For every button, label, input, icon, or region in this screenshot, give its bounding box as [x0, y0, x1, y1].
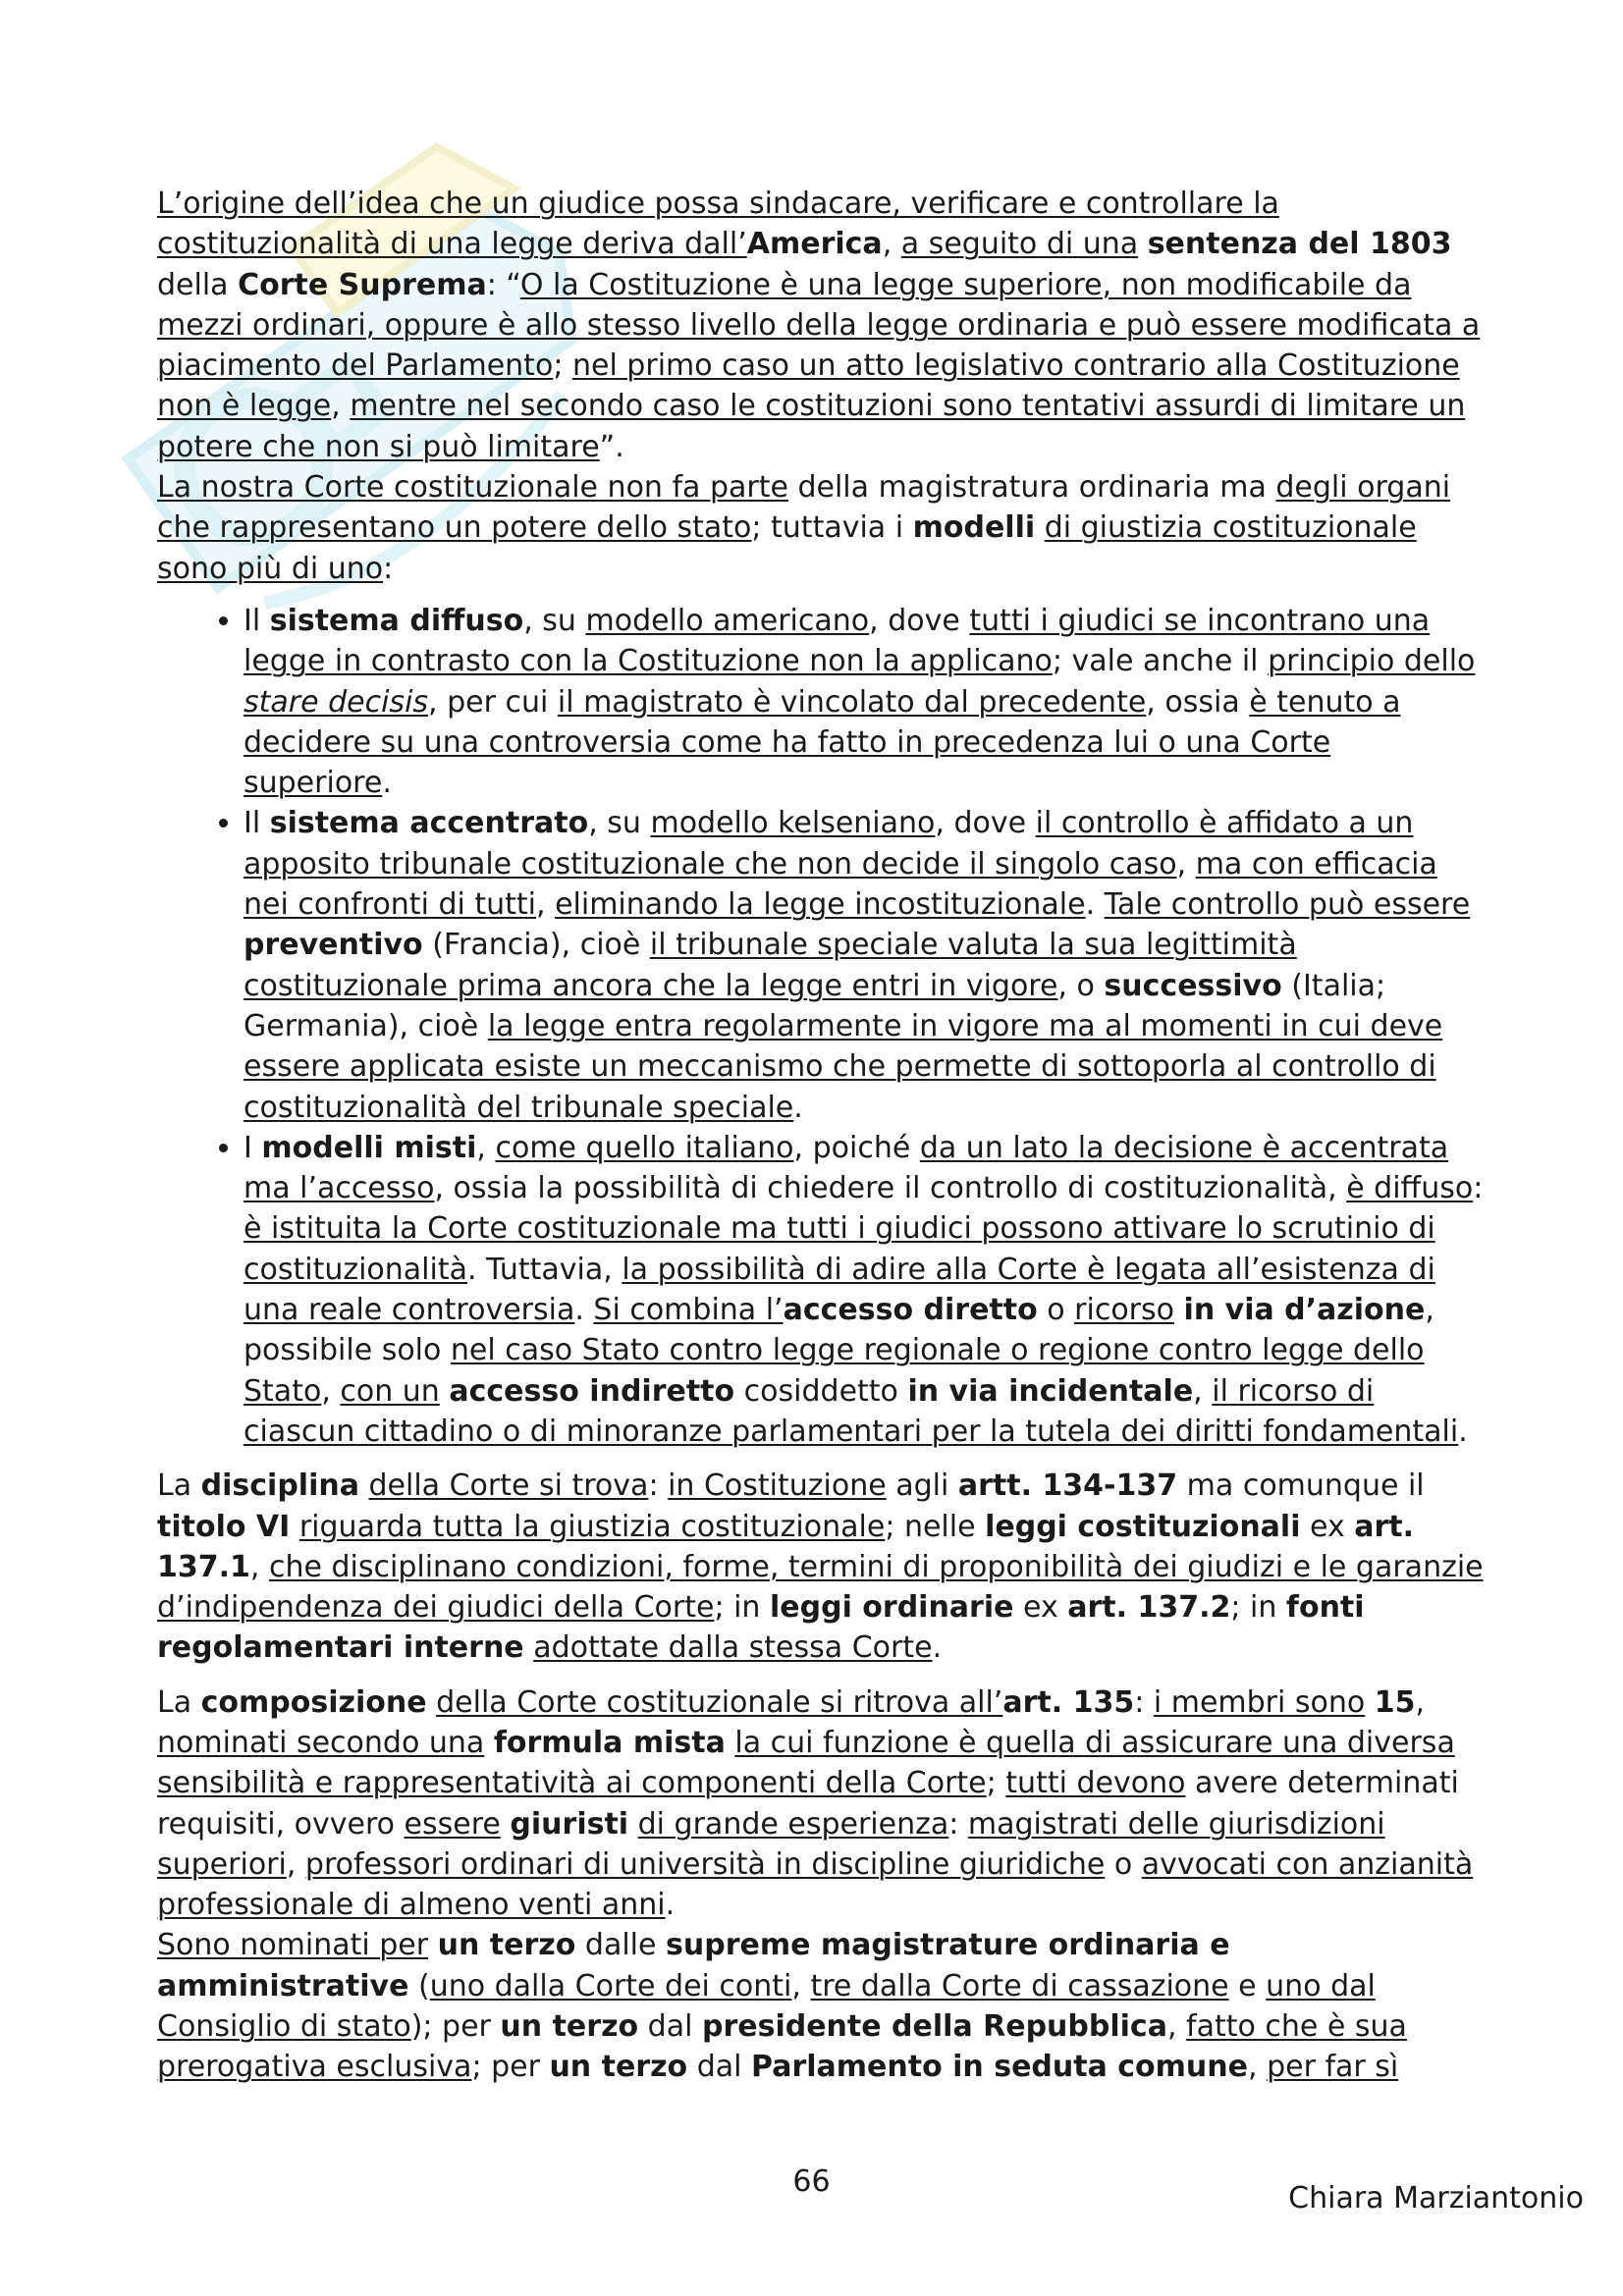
underlined-text: modello kelseniano — [650, 806, 936, 841]
underlined-text: avvocati con anzianità professionale di almeno venti anni — [157, 1846, 1474, 1923]
underlined-text: eliminando la legge incostituzionale — [555, 887, 1086, 923]
underlined-text: la possibilità di adire alla Corte è legata all’esistenza di una reale controversia — [243, 1252, 1435, 1328]
text-run: , ossia la possibilità di chiedere il controllo di costituzionalità, — [434, 1171, 1347, 1206]
text-run: , — [1166, 2009, 1187, 2045]
text-run: . — [1085, 887, 1105, 923]
text-run: . — [382, 766, 392, 801]
underlined-text: mentre nel secondo caso le costituzioni sono tentativi assurdi di limitare un potere che non si può limitare — [157, 389, 1466, 464]
text-run: La — [157, 1468, 201, 1504]
text-run: ; tuttavia i — [751, 510, 913, 546]
page-number: 66 — [792, 2164, 831, 2199]
text-run: ); per — [410, 2009, 501, 2045]
paragraph-corte — [157, 467, 1488, 589]
underlined-text: nel primo caso un atto legislativo contrario alla Costituzione non è legge — [157, 348, 1460, 424]
text-run — [428, 1928, 438, 1962]
text-run: . — [665, 1888, 676, 1923]
text-run: : — [1134, 1684, 1154, 1720]
underlined-text: nominati secondo una — [157, 1725, 485, 1760]
text-run — [1365, 1685, 1375, 1720]
underlined-text: il magistrato è vincolato dal precedente — [557, 684, 1147, 720]
text-run — [628, 1807, 638, 1842]
underlined-text: da un lato la decisione è accentrata ma l’accesso — [243, 1130, 1449, 1206]
text-run: o — [1037, 1293, 1075, 1328]
underlined-text: magistrati delle giurisdizioni superiori — [157, 1806, 1385, 1882]
underlined-text: modello americano — [585, 603, 870, 638]
underlined-text: riguarda tutta la giustizia costituzionale — [298, 1509, 886, 1544]
text-run: I — [243, 1130, 262, 1165]
text-run: , su — [523, 603, 586, 638]
underlined-text: adottate dalla stessa Corte — [533, 1630, 933, 1666]
text-run: , — [1193, 1373, 1213, 1409]
bold-term: un terzo — [549, 2050, 688, 2085]
underlined-text: è istituita la Corte costituzionale ma tutti i giudici possono attivare lo scrutinio di costituzionalità — [243, 1211, 1435, 1287]
underlined-text: per far sì — [1267, 2050, 1399, 2085]
text-run: : — [383, 551, 394, 586]
text-run: o — [1105, 1846, 1142, 1882]
text-run — [290, 1510, 299, 1544]
document-body — [157, 184, 1488, 2088]
underlined-text: nel caso Stato contro legge regionale o regione contro legge dello Stato — [243, 1333, 1425, 1409]
underlined-text: con un — [340, 1373, 440, 1409]
models-list — [157, 601, 1488, 1452]
text-run: . — [1458, 1414, 1468, 1449]
text-run: ; per — [471, 2050, 550, 2085]
underlined-text: il tribunale speciale valuta la sua legittimità costituzionale prima ancora che la legge entri in vigore — [243, 928, 1297, 1003]
bold-term: leggi costituzionali — [985, 1509, 1301, 1544]
bold-term: art. 137.1 — [157, 1509, 1415, 1584]
text-run: , — [476, 1130, 496, 1165]
text-run: ; vale anche il — [1052, 644, 1269, 679]
underlined-text: la cui funzione è quella di assicurare una diversa sensibilità e rappresentatività ai componenti della Corte — [157, 1725, 1455, 1801]
text-run — [1035, 510, 1045, 545]
text-run: ma comunque il — [1177, 1468, 1425, 1504]
bold-term: in via d’azione — [1183, 1293, 1426, 1328]
text-run: , — [331, 389, 351, 424]
list-item-sistema-diffuso — [243, 601, 1488, 803]
bold-term: art. 137.2 — [1067, 1590, 1231, 1626]
text-run: . — [932, 1630, 943, 1666]
bold-term: Parlamento in seduta comune — [751, 2050, 1248, 2085]
text-run: : — [948, 1806, 968, 1842]
text-run — [427, 1685, 437, 1720]
text-run: , — [536, 887, 556, 923]
text-run: : — [648, 1468, 669, 1504]
bold-term: disciplina — [200, 1468, 359, 1504]
text-run: (Italia; Germania), cioè — [243, 968, 1386, 1043]
text-run: , dove — [869, 603, 970, 638]
bold-term: America — [746, 227, 883, 262]
text-run: , dove — [935, 806, 1036, 841]
underlined-text: Tale controllo può essere — [1104, 887, 1471, 923]
underlined-text: Si combina l’ — [593, 1293, 784, 1328]
paragraph-disciplina — [157, 1466, 1488, 1668]
list-item-modelli-misti — [243, 1128, 1488, 1452]
underlined-text: è tenuto a decidere su una controversia come ha fatto in precedenza lui o una Corte superiore — [243, 684, 1401, 801]
bold-term: giuristi — [510, 1806, 629, 1842]
text-run: : — [1473, 1171, 1484, 1206]
bold-term: preventivo — [243, 928, 423, 963]
bold-term: supreme magistrature ordinaria e amministrative — [157, 1928, 1230, 2003]
underlined-text: ma con efficacia nei confronti di tutti — [243, 846, 1437, 923]
underlined-text: uno dalla Corte dei conti — [429, 1968, 792, 2003]
underlined-text: della Corte costituzionale si ritrova all’ — [436, 1684, 1003, 1720]
text-run: , — [249, 1549, 269, 1584]
bold-term: accesso diretto — [783, 1293, 1038, 1328]
text-run: , — [1248, 2050, 1268, 2085]
text-run — [359, 1468, 369, 1503]
underlined-text: della Corte si trova — [368, 1468, 649, 1504]
bold-term: formula mista — [493, 1725, 726, 1760]
text-run: ; — [986, 1766, 1006, 1801]
bold-term: art. 135 — [1002, 1684, 1135, 1720]
underlined-text: di grande esperienza — [637, 1806, 949, 1842]
text-run: dalle — [575, 1928, 666, 1963]
underlined-text: tutti devono — [1005, 1766, 1186, 1801]
bold-term: leggi ordinarie — [769, 1590, 1014, 1626]
text-run — [484, 1726, 494, 1760]
text-run: ; in — [1230, 1590, 1286, 1626]
text-run — [501, 1807, 511, 1842]
underlined-text: i membri sono — [1153, 1684, 1366, 1720]
text-run: della — [157, 267, 239, 302]
text-run: , poiché — [793, 1130, 920, 1165]
text-run: . Tuttavia, — [467, 1252, 622, 1287]
text-run: e — [1228, 1968, 1267, 2003]
text-run: , — [882, 227, 901, 262]
underlined-text: professori ordinari di università in discipline giuridiche — [304, 1846, 1106, 1882]
text-run: ”. — [599, 429, 624, 464]
paragraph-origine — [157, 184, 1488, 467]
text-run: avere determinati requisiti, ovvero — [157, 1766, 1459, 1842]
text-run: , — [286, 1846, 305, 1882]
text-run: . — [793, 1090, 803, 1125]
list-item-sistema-accentrato — [243, 803, 1488, 1127]
text-run: dal — [687, 2050, 752, 2085]
underlined-text: che disciplinano condizioni, forme, termini di proponibilità dei giudizi e le garanzie d’indipendenza dei giudici della Corte — [157, 1549, 1484, 1626]
author-name: Chiara Marziantonio — [1288, 2181, 1584, 2216]
underlined-text: il ricorso di ciascun cittadino o di minoranze parlamentari per la tutela dei diritti fondamentali — [243, 1373, 1459, 1449]
text-run: Il — [243, 806, 270, 841]
text-run: ex — [1013, 1590, 1068, 1626]
underlined-text: Sono nominati per — [157, 1928, 429, 1963]
bold-term: sentenza del 1803 — [1147, 227, 1452, 262]
underlined-text: di giustizia costituzionale sono più di uno — [157, 510, 1417, 586]
underlined-text: il controllo è affidato a un apposito tribunale costituzionale che non decide il singolo caso — [243, 806, 1414, 881]
underlined-text: principio dello — [1268, 644, 1476, 679]
text-run: : “ — [486, 267, 520, 302]
bold-term: modelli — [912, 510, 1036, 546]
text-run: ; in — [714, 1590, 770, 1626]
text-run: , o — [1057, 968, 1105, 1003]
bold-term: artt. 134-137 — [957, 1468, 1178, 1504]
text-run: cosiddetto — [734, 1373, 908, 1409]
text-run: , — [1176, 846, 1196, 881]
text-run — [524, 1630, 534, 1665]
text-run: La — [157, 1684, 201, 1720]
bold-term: modelli misti — [261, 1130, 477, 1165]
text-run — [1138, 227, 1148, 261]
text-run: ex — [1300, 1509, 1355, 1544]
underlined-text: tutti i giudici se incontrano una legge in contrasto con la Costituzione non la applicano — [243, 603, 1431, 679]
underlined-text: a seguito di una — [900, 227, 1139, 262]
bold-term: 15 — [1374, 1684, 1416, 1720]
bold-term: Corte Suprema — [238, 267, 487, 302]
text-run: , — [791, 1968, 811, 2003]
text-run: , — [1415, 1684, 1426, 1720]
text-run: , possibile solo — [243, 1293, 1434, 1368]
text-run: Il — [243, 603, 270, 638]
text-run: (Francia), cioè — [422, 928, 650, 963]
underlined-text: stare decisis — [243, 684, 429, 720]
paragraph-nomina — [157, 1925, 1488, 2087]
text-run — [1174, 1293, 1184, 1327]
bold-term: titolo VI — [157, 1509, 291, 1544]
underlined-text: La nostra Corte costituzionale non fa parte — [157, 470, 788, 506]
underlined-text: come quello italiano — [495, 1130, 794, 1165]
underlined-text: la legge entra regolarmente in vigore ma al momenti in cui deve essere applicata esiste un meccanismo che permette di sottoporla al controllo di costituzionalità del tribunale speciale — [243, 1008, 1443, 1125]
text-run: agli — [886, 1468, 958, 1504]
paragraph-composizione — [157, 1682, 1488, 1926]
bold-term: sistema accentrato — [269, 806, 589, 841]
text-run: ( — [408, 1968, 430, 2003]
underlined-text: O la Costituzione è una legge superiore, non modificabile da mezzi ordinari, oppure è allo stesso livello della legge ordinaria e può essere modificata a piacimento del Parlamento — [157, 267, 1481, 384]
underlined-text: in Costituzione — [668, 1468, 887, 1504]
text-run: dal — [638, 2009, 702, 2045]
bold-term: un terzo — [500, 2009, 639, 2045]
bold-term: in via incidentale — [907, 1373, 1194, 1409]
text-run — [440, 1374, 450, 1409]
text-run: , — [321, 1373, 341, 1409]
text-run — [726, 1726, 735, 1760]
text-run: , ossia — [1146, 684, 1250, 720]
underlined-text: fatto che è sua prerogativa esclusiva — [157, 2009, 1407, 2085]
bold-term: sistema diffuso — [269, 603, 524, 638]
underlined-text: L’origine dell’idea che un giudice possa sindacare, verificare e controllare la costituzionalità di una legge deriva dall’ — [157, 187, 1279, 262]
underlined-text: essere — [404, 1806, 501, 1842]
bold-term: successivo — [1104, 968, 1282, 1003]
text-run: , per cui — [428, 684, 558, 720]
underlined-text: ricorso — [1074, 1293, 1174, 1328]
bold-term: un terzo — [437, 1928, 576, 1963]
text-run: ; — [553, 348, 572, 384]
bold-term: fonti regolamentari interne — [157, 1590, 1365, 1666]
underlined-text: tre dalla Corte di cassazione — [810, 1968, 1229, 2003]
text-run: ; nelle — [885, 1509, 986, 1544]
text-run: della magistratura ordinaria ma — [787, 470, 1276, 506]
bold-term: accesso indiretto — [449, 1373, 735, 1409]
bold-term: composizione — [200, 1684, 427, 1720]
text-run: . — [574, 1293, 594, 1328]
bold-term: presidente della Repubblica — [701, 2009, 1167, 2045]
underlined-text: uno dal Consiglio di stato — [157, 1968, 1376, 2045]
underlined-text: degli organi che rappresentano un potere dello stato — [157, 470, 1451, 546]
text-run: , su — [588, 806, 651, 841]
underlined-text: è diffuso — [1346, 1171, 1474, 1206]
